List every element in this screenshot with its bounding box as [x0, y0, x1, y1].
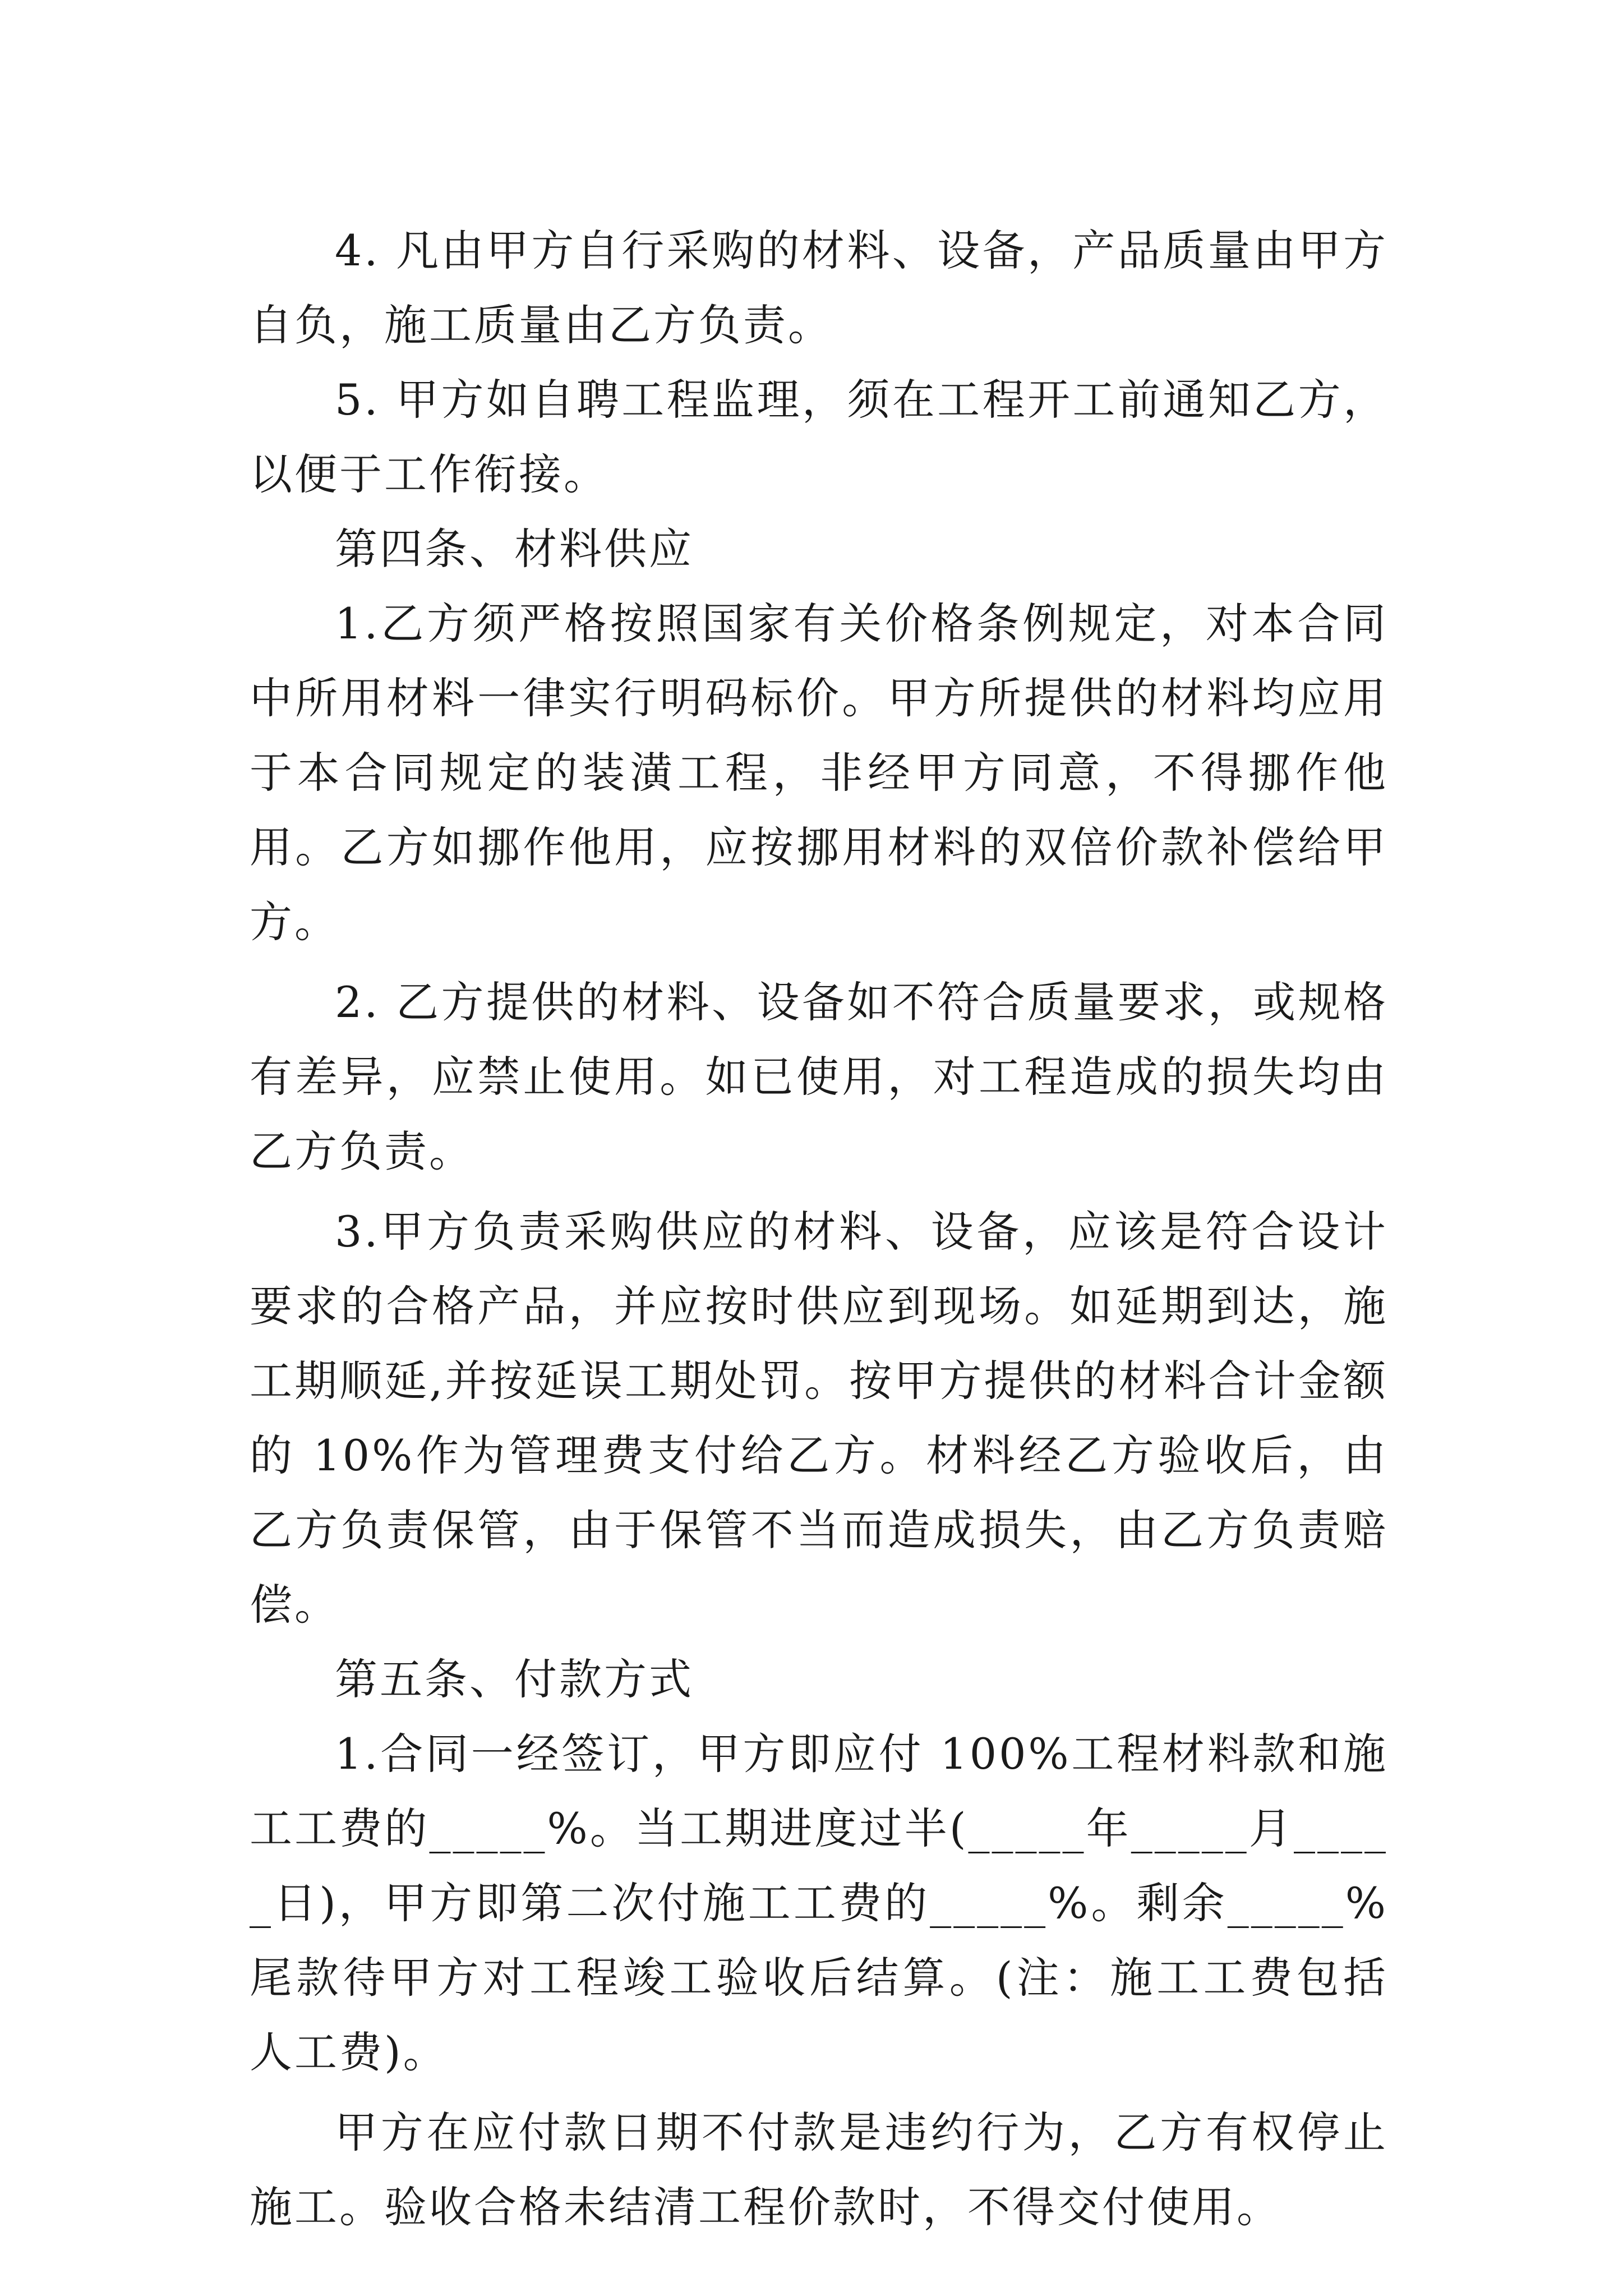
- paragraph-clause-4-3: 3.甲方负责采购供应的材料、设备，应该是符合设计要求的合格产品，并应按时供应到现场。如延期到达，施工期顺延,并按延误工期处罚。按甲方提供的材料合计金额的 10%作为管理费支付给乙方。材料经乙方验收后，由乙方负责保管，由于保管不当而造成损失，由乙方负责赔偿。: [250, 1207, 1388, 1630]
- paragraph-clause-4-1: 1.乙方须严格按照国家有关价格条例规定，对本合同中所用材料一律实行明码标价。甲方所提供的材料均应用于本合同规定的装潢工程，非经甲方同意，不得挪作他用。乙方如挪作他用，应按挪用材料的双倍价款补偿给甲方。: [250, 599, 1388, 947]
- heading-article-5: 第五条、付款方式: [335, 1654, 694, 1704]
- paragraph-clause-3-5: 5. 甲方如自聘工程监理，须在工程开工前通知乙方，以便于工作衔接。: [250, 375, 1388, 499]
- paragraph-clause-4-2: 2. 乙方提供的材料、设备如不符合质量要求，或规格有差异，应禁止使用。如已使用，对工程造成的损失均由乙方负责。: [250, 977, 1388, 1176]
- document-body: [250, 213, 1388, 2244]
- paragraph-clause-5-1: 1.合同一经签订，甲方即应付 100%工程材料款和施工工费的_____%。当工期进度过半(_____年_____月_____日)，甲方即第二次付施工工费的_____%。剩余_____%尾款待甲方对工程竣工验收后结算。(注：施工工费包括人工费)。: [250, 1729, 1388, 2077]
- paragraph-payment-default: 甲方在应付款日期不付款是违约行为，乙方有权停止施工。验收合格未结清工程价款时，不得交付使用。: [250, 2108, 1388, 2232]
- heading-article-4: 第四条、材料供应: [335, 524, 694, 574]
- paragraph-clause-3-4: 4. 凡由甲方自行采购的材料、设备，产品质量由甲方自负，施工质量由乙方负责。: [250, 226, 1388, 350]
